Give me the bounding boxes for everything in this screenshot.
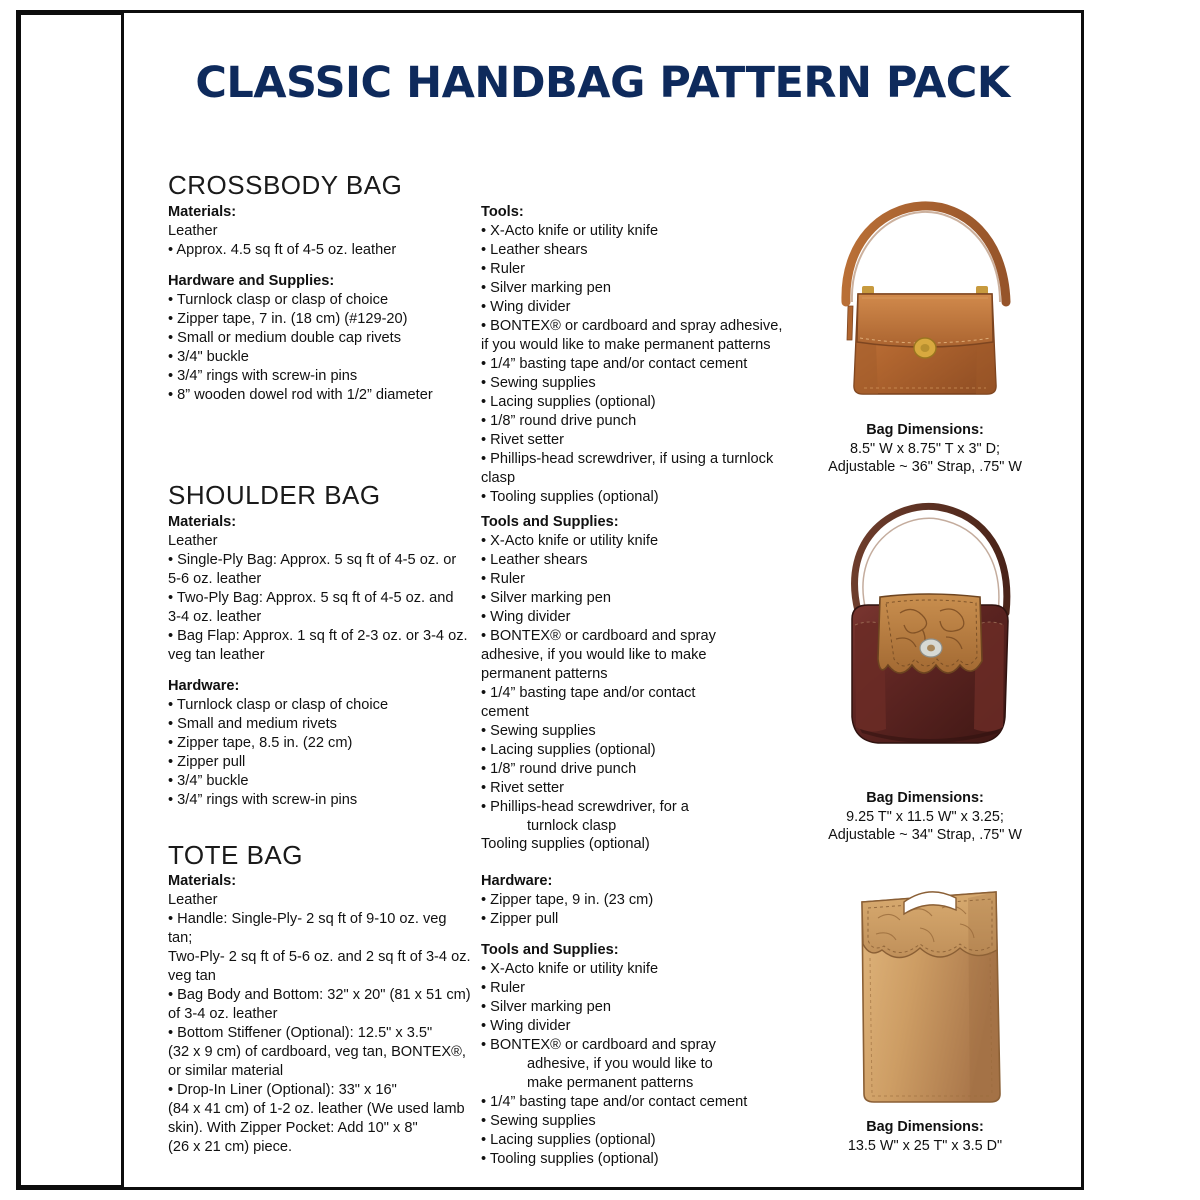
crossbody-materials-column [168, 203, 468, 405]
crossbody-tools-line: Tools: [481, 204, 524, 220]
shoulder-tools-line: • Ruler [481, 570, 526, 587]
shoulder-tools-line: Tooling supplies (optional) [481, 836, 650, 853]
shoulder-materials-line: 5-6 oz. leather [168, 570, 262, 587]
tote-dimensions-label: Bag Dimensions: [866, 1119, 984, 1135]
crossbody-tools-line: • BONTEX® or cardboard and spray adhesive, [481, 317, 783, 334]
tote-materials-line: or similar material [168, 1062, 284, 1079]
crossbody-dimensions [800, 421, 1050, 477]
crossbody-tools-line: • Tooling supplies (optional) [481, 488, 659, 505]
tote-tools-line: • BONTEX® or cardboard and spray [481, 1036, 716, 1053]
crossbody-bag-figure [800, 190, 1050, 477]
shoulder-materials-line: 3-4 oz. leather [168, 608, 262, 625]
tote-tools-line: • Tooling supplies (optional) [481, 1150, 659, 1167]
tote-materials-line: • Bottom Stiffener (Optional): 12.5" x 3.5" [168, 1024, 433, 1041]
crossbody-materials-line: • Small or medium double cap rivets [168, 329, 402, 346]
tote-tools-line: • Zipper tape, 9 in. (23 cm) [481, 891, 654, 908]
crossbody-materials-line: Leather [168, 222, 218, 239]
shoulder-materials-spacer [168, 665, 468, 677]
shoulder-tools-line: • 1/8” round drive punch [481, 760, 637, 777]
tote-tools-line: • X-Acto knife or utility knife [481, 960, 659, 977]
tote-tools-line: • Wing divider [481, 1017, 571, 1034]
shoulder-tools-line: • Lacing supplies (optional) [481, 741, 656, 758]
shoulder-tools-line: adhesive, if you would like to make [481, 646, 707, 663]
shoulder-tools-line: permanent patterns [481, 665, 608, 682]
crossbody-tools-column [481, 203, 791, 507]
tote-dimensions [800, 1118, 1050, 1155]
shoulder-materials-column [168, 513, 468, 810]
crossbody-materials-spacer [168, 260, 468, 272]
tote-materials-line: Leather [168, 891, 218, 908]
tote-tools-line: • Zipper pull [481, 910, 559, 927]
crossbody-materials-line: • Approx. 4.5 sq ft of 4-5 oz. leather [168, 241, 397, 258]
shoulder-tools-line: • Rivet setter [481, 779, 564, 796]
shoulder-materials-line: • 3/4” rings with screw-in pins [168, 791, 358, 808]
tote-tools-line: • Lacing supplies (optional) [481, 1131, 656, 1148]
crossbody-materials-line: • Zipper tape, 7 in. (18 cm) (#129-20) [168, 310, 408, 327]
page-title: CLASSIC HANDBAG PATTERN PACK [195, 58, 1010, 108]
tote-tools-spacer [481, 929, 781, 941]
shoulder-tools-line: • X-Acto knife or utility knife [481, 532, 659, 549]
crossbody-tools-line: • Phillips-head screwdriver, if using a turnlock [481, 450, 774, 467]
section-heading-shoulder: SHOULDER BAG [168, 480, 381, 510]
crossbody-materials-line: Hardware and Supplies: [168, 272, 335, 289]
crossbody-materials-line: • 8” wooden dowel rod with 1/2” diameter [168, 386, 433, 403]
crossbody-materials-line: Materials: [168, 204, 237, 220]
shoulder-tools-line: • BONTEX® or cardboard and spray [481, 627, 716, 644]
shoulder-materials-line: • Small and medium rivets [168, 715, 337, 732]
tote-materials-line: veg tan [168, 967, 216, 984]
tote-tools-line: make permanent patterns [527, 1074, 694, 1091]
shoulder-materials-line: Hardware: [168, 677, 240, 694]
shoulder-materials-line: • Zipper tape, 8.5 in. (22 cm) [168, 734, 353, 751]
crossbody-bag-photo [800, 190, 1050, 415]
crossbody-materials-line: • Turnlock clasp or clasp of choice [168, 291, 389, 308]
tote-tools-line: • Sewing supplies [481, 1112, 596, 1129]
shoulder-materials-line: • Zipper pull [168, 753, 246, 770]
shoulder-tools-line: • Phillips-head screwdriver, for a [481, 798, 689, 815]
crossbody-tools-line: • Lacing supplies (optional) [481, 393, 656, 410]
tote-bag-photo [800, 862, 1050, 1112]
crossbody-dimensions-line-2: Adjustable ~ 36" Strap, .75" W [828, 459, 1022, 476]
crossbody-tools-line: clasp [481, 469, 516, 486]
shoulder-materials-line: • Bag Flap: Approx. 1 sq ft of 2-3 oz. or 3-4 oz. [168, 627, 468, 644]
tote-materials-column [168, 872, 473, 1157]
shoulder-dimensions-line-2: Adjustable ~ 34" Strap, .75" W [828, 827, 1022, 844]
tote-materials-line: of 3-4 oz. leather [168, 1005, 278, 1022]
tote-bag-figure [800, 862, 1050, 1155]
shoulder-tools-line: Tools and Supplies: [481, 514, 619, 530]
crossbody-tools-line: • Ruler [481, 260, 526, 277]
shoulder-tools-column [481, 513, 781, 854]
tote-materials-line: Materials: [168, 873, 237, 889]
shoulder-dimensions [800, 789, 1050, 845]
shoulder-bag-figure [800, 493, 1050, 845]
crossbody-tools-line: • 1/8” round drive punch [481, 412, 637, 429]
tote-materials-line: (84 x 41 cm) of 1-2 oz. leather (We used lamb [168, 1100, 465, 1117]
crossbody-tools-line: • Leather shears [481, 241, 588, 258]
tote-tools-line: • 1/4” basting tape and/or contact cement [481, 1093, 748, 1110]
tote-materials-line: (26 x 21 cm) piece. [168, 1138, 293, 1155]
tote-materials-line: • Bag Body and Bottom: 32" x 20" (81 x 51 cm) [168, 986, 471, 1003]
shoulder-materials-line: Materials: [168, 514, 237, 530]
tote-tools-line: adhesive, if you would like to [527, 1055, 713, 1072]
crossbody-tools-line: • 1/4” basting tape and/or contact cement [481, 355, 748, 372]
crossbody-dimensions-label: Bag Dimensions: [866, 422, 984, 438]
crossbody-tools-line: • Sewing supplies [481, 374, 596, 391]
crossbody-tools-line: • X-Acto knife or utility knife [481, 222, 659, 239]
shoulder-tools-line: cement [481, 703, 529, 720]
shoulder-materials-line: • Single-Ply Bag: Approx. 5 sq ft of 4-5 oz. or [168, 551, 457, 568]
tote-materials-line: (32 x 9 cm) of cardboard, veg tan, BONTEX®, [168, 1043, 466, 1060]
tote-tools-line: • Ruler [481, 979, 526, 996]
section-heading-crossbody: CROSSBODY BAG [168, 170, 403, 200]
shoulder-dimensions-line-1: 9.25 T" x 11.5 W" x 3.25; [846, 808, 1004, 825]
shoulder-materials-line: veg tan leather [168, 646, 265, 663]
shoulder-materials-line: • Turnlock clasp or clasp of choice [168, 696, 389, 713]
section-heading-tote: TOTE BAG [168, 840, 303, 870]
tote-tools-column [481, 872, 781, 1169]
tote-materials-line: • Handle: Single-Ply- 2 sq ft of 9-10 oz. veg tan; [168, 910, 447, 946]
tote-tools-line: Hardware: [481, 873, 553, 889]
shoulder-tools-line: • Sewing supplies [481, 722, 596, 739]
tote-tools-line: • Silver marking pen [481, 998, 612, 1015]
crossbody-materials-line: • 3/4” rings with screw-in pins [168, 367, 358, 384]
crossbody-tools-line: if you would like to make permanent patterns [481, 336, 771, 353]
shoulder-tools-line: • 1/4” basting tape and/or contact [481, 684, 696, 701]
shoulder-tools-line: • Silver marking pen [481, 589, 612, 606]
shoulder-bag-photo [800, 493, 1050, 783]
shoulder-materials-line: • Two-Ply Bag: Approx. 5 sq ft of 4-5 oz. and [168, 589, 454, 606]
tote-materials-line: • Drop-In Liner (Optional): 33" x 16" [168, 1081, 397, 1098]
shoulder-tools-line: • Leather shears [481, 551, 588, 568]
crossbody-tools-line: • Wing divider [481, 298, 571, 315]
crossbody-dimensions-line-1: 8.5" W x 8.75" T x 3" D; [850, 440, 1000, 457]
shoulder-tools-line: turnlock clasp [527, 817, 617, 834]
shoulder-tools-line: • Wing divider [481, 608, 571, 625]
shoulder-materials-line: Leather [168, 532, 218, 549]
shoulder-materials-line: • 3/4” buckle [168, 772, 249, 789]
shoulder-dimensions-label: Bag Dimensions: [866, 790, 984, 806]
tote-dimensions-line-1: 13.5 W" x 25 T" x 3.5 D" [847, 1137, 1003, 1154]
crossbody-tools-line: • Silver marking pen [481, 279, 612, 296]
tote-materials-line: skin). With Zipper Pocket: Add 10" x 8" [168, 1119, 418, 1136]
tote-materials-line: Two-Ply- 2 sq ft of 5-6 oz. and 2 sq ft of 3-4 oz. [168, 948, 471, 965]
crossbody-tools-line: • Rivet setter [481, 431, 564, 448]
tote-tools-line: Tools and Supplies: [481, 941, 619, 958]
crossbody-materials-line: • 3/4" buckle [168, 348, 249, 365]
